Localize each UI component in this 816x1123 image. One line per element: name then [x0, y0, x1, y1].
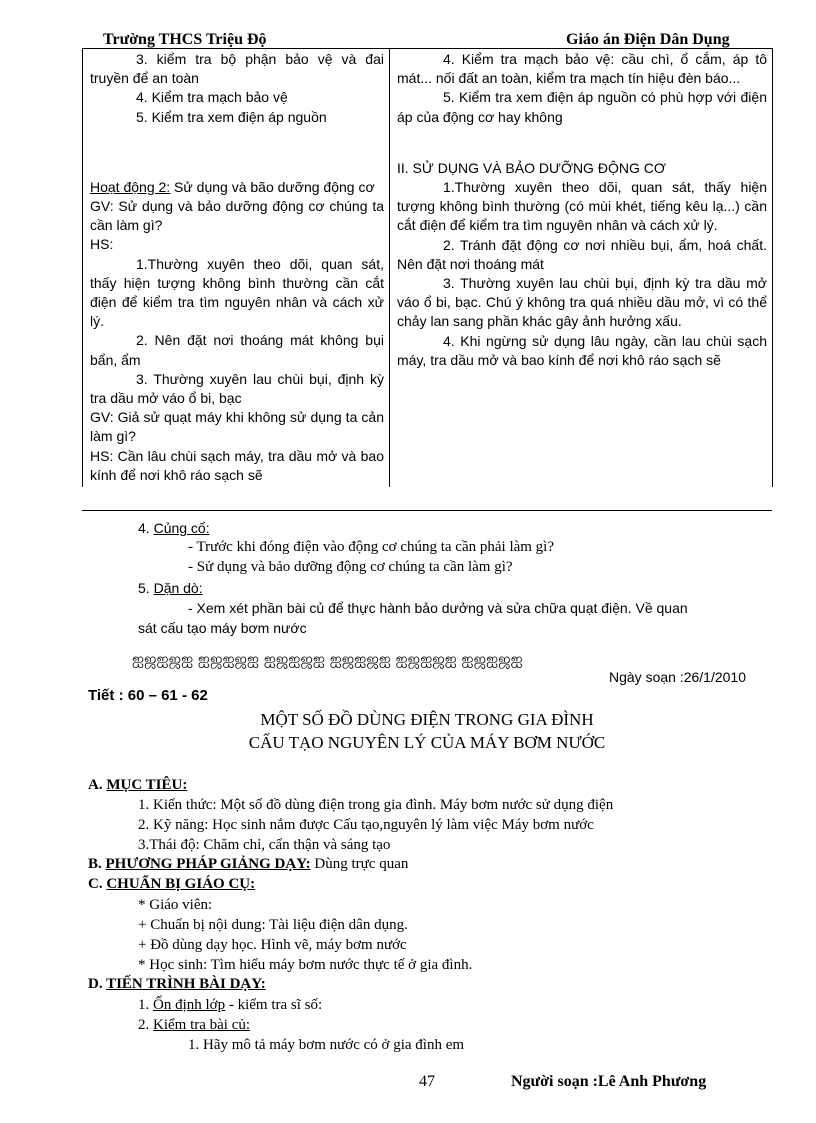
header-subject: Giáo án Điện Dân Dụng [566, 31, 730, 48]
left-line: 1.Thường xuyên theo dõi, quan sát, thấy hiện tượng không bình thường cần cắt điện để kiểm tra tìm nguyên nhân và cách xử lý. [90, 255, 384, 330]
materials-item: * Giáo viên: [138, 897, 213, 913]
procedure-item-1-number: 1. [138, 997, 153, 1013]
consolidation-heading [138, 519, 210, 538]
left-line: 3. Thường xuyên lau chùi bụi, định kỳ tra dầu mở váo ổ bi, bạc [90, 370, 384, 407]
lesson-table [82, 48, 773, 487]
procedure-item-1 [138, 996, 322, 1016]
right-line: 3. Thường xuyên lau chùi bụi, định kỳ tra dầu mở váo ổ bi, bạc. Chú ý không tra quá nhiều dầu mở, vì có thể chảy lan sang phần khác gây ảnh hưởng xấu. [397, 275, 767, 330]
table-bottom-rule [82, 510, 772, 511]
left-line: GV: Giả sử quạt máy khi không sử dụng ta cản làm gì? [90, 409, 384, 445]
activity-label: Hoạt động 2: [90, 178, 171, 195]
right-section-title: II. SỬ DỤNG VÀ BẢO DƯỠNG ĐỘNG CƠ [397, 159, 666, 176]
section-c-letter: C. [88, 876, 107, 892]
consolidation-item: - Sử dụng và bảo dưỡng động cơ chúng ta cần làm gì? [188, 559, 513, 575]
left-line: HS: [90, 236, 114, 253]
page-number: 47 [419, 1073, 435, 1090]
section-a-letter: A. [88, 777, 107, 793]
homework-label: Dặn dò: [153, 580, 203, 596]
right-line: 1.Thường xuyên theo dõi, quan sát, thấy hiện tượng không bình thường (có mùi khét, tiếng kêu lạ...) cần cắt điện để kiểm tra tìm nguyên nhân và cách xử lý. [397, 179, 767, 234]
procedure-item-1-label: Ổn định lớp [153, 997, 226, 1013]
table-right-cell [390, 48, 773, 487]
section-a-title: MỤC TIÊU: [106, 777, 188, 793]
objective-item: 3.Thái độ: Chăm chỉ, cẩn thận và sáng tạo [138, 837, 391, 853]
procedure-item-1-text: - kiểm tra sĩ số: [225, 997, 323, 1013]
homework-number: 5. [138, 580, 154, 596]
materials-item: + Chuẩn bị nội dung: Tài liệu điện dân dụng. [138, 917, 408, 933]
left-line: 2. Nên đặt nơi thoáng mát không bụi bẩn, ẩm [90, 332, 384, 368]
left-line: 4. Kiểm tra mạch bảo vệ [136, 89, 288, 106]
section-c-heading [88, 876, 255, 893]
section-b-letter: B. [88, 856, 106, 872]
activity-heading [90, 178, 384, 197]
table-left-cell [83, 48, 390, 487]
section-b-text: Dùng trực quan [310, 856, 409, 872]
procedure-item-2-label: Kiểm tra bài củ: [153, 1017, 251, 1033]
homework-heading [138, 579, 203, 598]
procedure-item-2-sub: 1. Hãy mô tả máy bơm nước có ở gia đình em [188, 1037, 465, 1053]
procedure-item-2-number: 2. [138, 1017, 153, 1033]
section-d-heading [88, 976, 266, 993]
consolidation-item: - Trước khi đóng điện vào động cơ chúng ta cần phải làm gì? [188, 539, 555, 555]
right-line: 5. Kiểm tra xem điện áp nguồn có phù hợp với điện áp của động cơ hay không [397, 89, 767, 125]
prep-date: Ngày soạn :26/1/2010 [609, 669, 746, 685]
lesson-title-2: CẤU TẠO NGUYÊN LÝ CỦA MÁY BƠM NƯỚC [248, 733, 606, 752]
periods: Tiết : 60 – 61 - 62 [88, 687, 208, 704]
objective-item: 1. Kiến thức: Một số đồ dùng điện trong gia đình. Máy bơm nước sử dụng điện [138, 797, 614, 813]
objective-item: 2. Kỹ năng: Học sinh nắm được Cấu tạo,nguyên lý làm việc Máy bơm nước [138, 817, 594, 833]
consolidation-label: Củng cố: [153, 520, 210, 536]
author: Người soạn :Lê Anh Phương [511, 1073, 707, 1090]
homework-line2: sát cấu tạo máy bơm nước [138, 620, 307, 636]
lesson-title-1: MỘT SỐ ĐỒ DÙNG ĐIỆN TRONG GIA ĐÌNH [260, 710, 594, 729]
left-line: 3. kiểm tra bộ phận bảo vệ và đai truyền để an toàn [90, 51, 384, 87]
section-b-heading [88, 856, 408, 873]
right-line: 4. Kiểm tra mạch bảo vệ: cầu chì, ổ cắm, áp tô mát... nối đất an toàn, kiểm tra mạch tín hiệu đèn báo... [397, 51, 767, 87]
section-d-title: TIẾN TRÌNH BÀI DẠY: [106, 976, 266, 992]
materials-item: + Đồ dùng dạy học. Hình vẽ, máy bơm nước [138, 937, 407, 953]
header-school: Trường THCS Triệu Độ [103, 31, 267, 48]
section-b-title: PHƯƠNG PHÁP GIẢNG DẠY: [105, 856, 311, 872]
materials-item: * Học sinh: Tìm hiểu máy bơm nước thực tế ở gia đình. [138, 957, 473, 973]
consolidation-number: 4. [138, 520, 154, 536]
activity-text: Sử dụng và bão dưỡng động cơ [170, 178, 375, 195]
procedure-item-2 [138, 1016, 250, 1036]
ornament-divider: ஐஜஐஜஐ ஐஜஐஜஐ ஐஜஐஜஐ ஐஜஐஜஐ ஐஜஐஜஐ ஐஜஐஜஐ [132, 650, 523, 668]
section-d-letter: D. [88, 976, 107, 992]
right-line: 4. Khi ngừng sử dụng lâu ngày, cần lau chùi sạch máy, tra dầu mở và bao kính để nơi khô ráo sạch sẽ [397, 332, 767, 368]
section-a-heading [88, 777, 187, 794]
homework-line1: - Xem xét phần bài củ để thực hành bảo dưởng và sửa chữa quạt điện. Về quan [188, 600, 688, 616]
right-line: 2. Tránh đặt động cơ nơi nhiều bụi, ẩm, hoá chất. Nên đặt nơi thoáng mát [397, 236, 767, 272]
left-line: GV: Sử dụng và bảo dưỡng động cơ chúng ta cần làm gì? [90, 198, 384, 234]
left-line: 5. Kiểm tra xem điện áp nguồn [136, 108, 327, 125]
left-line: HS: Cần lâu chùi sạch máy, tra dầu mở và bao kính để nơi khô ráo sạch sẽ [90, 447, 384, 483]
section-c-title: CHUẨN BỊ GIÁO CỤ: [106, 876, 256, 892]
